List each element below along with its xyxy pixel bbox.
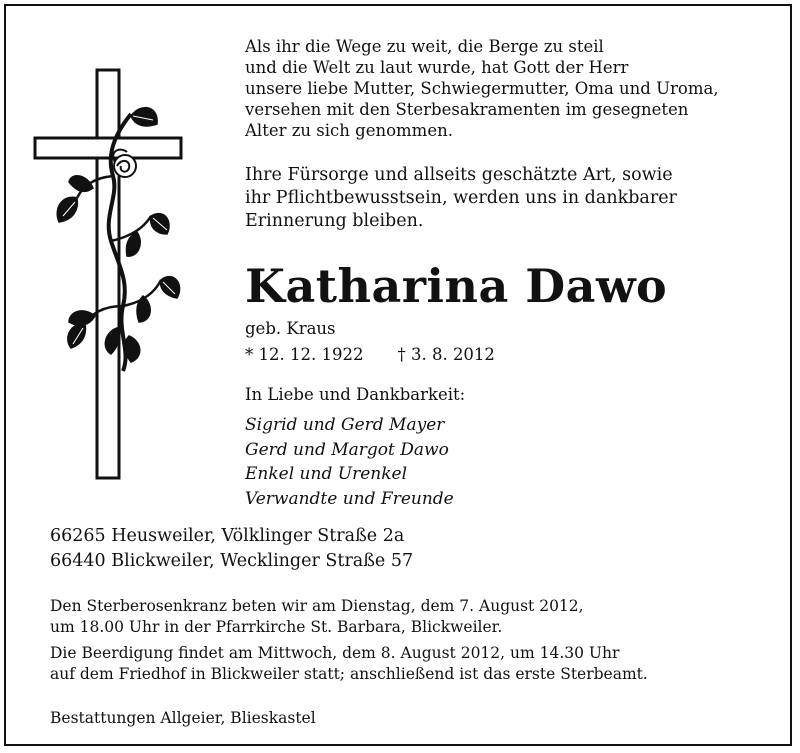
poem-line: unsere liebe Mutter, Schwiegermutter, Oma und Uroma, <box>245 79 719 98</box>
poem-line: und die Welt zu laut wurde, hat Gott der Herr <box>245 58 629 77</box>
mourner: Verwandte und Freunde <box>245 488 454 509</box>
rosary-info <box>50 596 584 638</box>
address-line: 66440 Blickweiler, Wecklinger Straße 57 <box>50 551 414 571</box>
tribute-line: Erinnerung bleiben. <box>245 211 424 231</box>
poem-line: Als ihr die Wege zu weit, die Berge zu steil <box>245 37 604 56</box>
burial-line: auf dem Friedhof in Blickweiler statt; anschließend ist das erste Sterbeamt. <box>50 665 648 683</box>
mourners-list <box>245 413 454 511</box>
rosary-line: um 18.00 Uhr in der Pfarrkirche St. Barbara, Blickweiler. <box>50 618 503 636</box>
poem-text <box>245 36 719 141</box>
tribute-line: ihr Pflichtbewusstsein, werden uns in dankbarer <box>245 188 677 208</box>
address-line: 66265 Heusweiler, Völklinger Straße 2a <box>50 526 405 546</box>
tribute-line: Ihre Fürsorge und allseits geschätzte Art, sowie <box>245 165 673 185</box>
tribute-text <box>245 164 677 233</box>
poem-line: Alter zu sich genommen. <box>245 121 453 140</box>
address-block <box>50 524 413 574</box>
mourner: Gerd und Margot Dawo <box>245 439 449 460</box>
mourner: Sigrid und Gerd Mayer <box>245 415 445 435</box>
maiden-name: geb. Kraus <box>245 319 336 338</box>
rosary-line: Den Sterberosenkranz beten wir am Dienstag, dem 7. August 2012, <box>50 597 584 615</box>
obituary-notice <box>4 4 792 746</box>
thanks-heading: In Liebe und Dankbarkeit: <box>245 385 466 404</box>
death-date: † 3. 8. 2012 <box>397 345 495 364</box>
birth-date: * 12. 12. 1922 <box>245 345 364 364</box>
undertaker: Bestattungen Allgeier, Blieskastel <box>50 709 316 727</box>
mourner: Enkel und Urenkel <box>245 464 408 484</box>
life-dates <box>245 344 495 365</box>
cross-with-rose-vine-icon <box>33 66 183 486</box>
burial-line: Die Beerdigung findet am Mittwoch, dem 8. August 2012, um 14.30 Uhr <box>50 644 620 662</box>
deceased-name: Katharina Dawo <box>245 259 668 313</box>
burial-info <box>50 643 648 685</box>
poem-line: versehen mit den Sterbesakramenten im gesegneten <box>245 100 689 119</box>
